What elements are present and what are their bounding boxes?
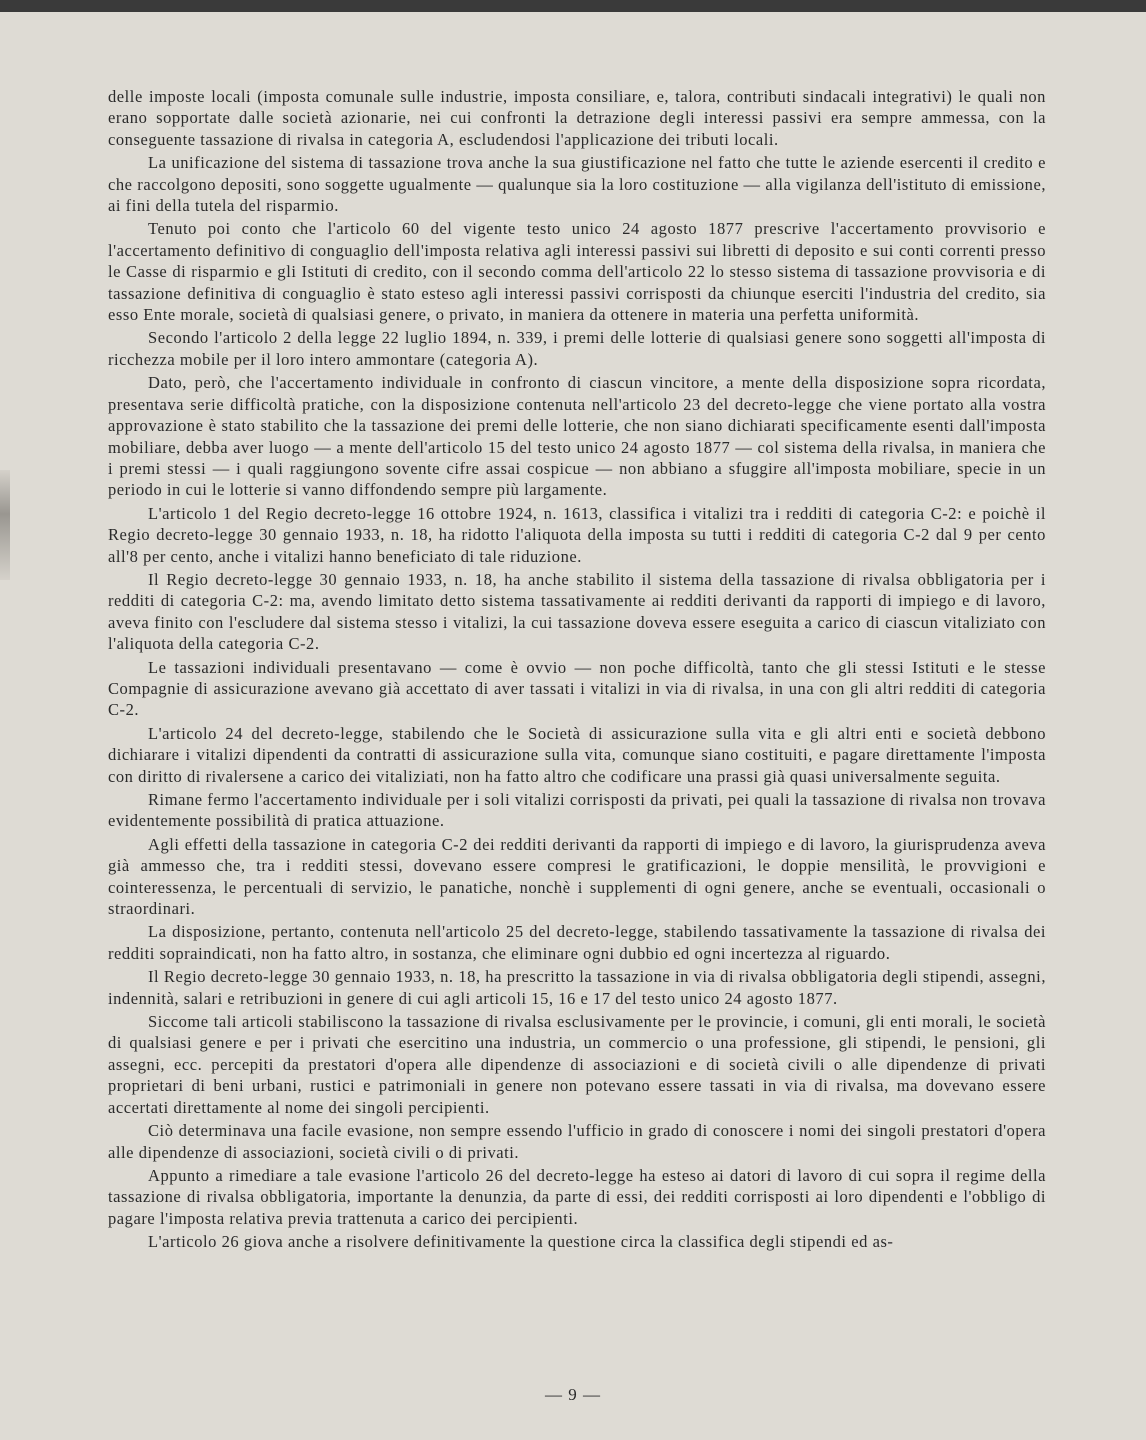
paragraph: L'articolo 24 del decreto-legge, stabilendo che le Società di assicurazione sulla vita e gli altri enti e società debbono dichiarare i vitalizi dipendenti da contratti di assicurazione sulla vita, comunque siano costituiti, e pagare direttamente l'imposta con diritto di rivalersene a carico dei vitaliziati, non ha fatto altro che codificare una prassi già quasi universalmente seguita.	[108, 723, 1046, 786]
paragraph: Agli effetti della tassazione in categoria C-2 dei redditi derivanti da rapporti di impiego e di lavoro, la giurisprudenza aveva già ammesso che, tra i redditi stessi, dovevano essere compresi le gratificazioni, le doppie mensilità, le provvigioni e cointeressenza, le percentuali di servizio, le panatiche, nonchè i supplementi di ogni genere, anche se eventuali, occasionali o straordinari.	[108, 834, 1046, 919]
paragraph: L'articolo 26 giova anche a risolvere definitivamente la questione circa la classifica degli stipendi ed as-	[148, 1232, 894, 1252]
paragraph: Appunto a rimediare a tale evasione l'articolo 26 del decreto-legge ha esteso ai datori di lavoro di cui sopra il regime della tassazione di rivalsa obbligatoria, importante la denunzia, da parte di essi, dei redditi corrisposti ai loro dipendenti e l'obbligo di pagare l'imposta relativa previa trattenuta a carico dei percipienti.	[108, 1165, 1046, 1228]
paragraph: Le tassazioni individuali presentavano — come è ovvio — non poche difficoltà, tanto che gli stessi Istituti e le stesse Compagnie di assicurazione avevano già accettato di aver tassati i vitalizi in via di rivalsa, in una con gli altri redditi di categoria C-2.	[108, 657, 1046, 720]
paragraph: La disposizione, pertanto, contenuta nell'articolo 25 del decreto-legge, stabilendo tassativamente la tassazione di rivalsa dei redditi sopraindicati, non ha fatto altro, in sostanza, che eliminare ogni dubbio ed ogni incertezza al riguardo.	[108, 922, 1046, 963]
scan-top-edge	[0, 0, 1146, 12]
paragraph: Secondo l'articolo 2 della legge 22 luglio 1894, n. 339, i premi delle lotterie di qualsiasi genere sono soggetti all'imposta di ricchezza mobile per il loro intero ammontare (categoria A).	[108, 328, 1046, 369]
page-number: — 9 —	[545, 1385, 601, 1404]
paragraph: Dato, però, che l'accertamento individuale in confronto di ciascun vincitore, a mente della disposizione sopra ricordata, presentava serie difficoltà pratiche, con la disposizione contenuta nell'articolo 23 del decreto-legge che viene portato alla vostra approvazione è stato stabilito che la tassazione dei premi delle lotterie, che non siano dichiarati specificamente esenti dall'imposta mobiliare, debba aver luogo — a mente dell'articolo 15 del testo unico 24 agosto 1877 — col sistema della rivalsa, in maniera che i premi stessi — i quali raggiungono sovente cifre assai cospicue — non abbiano a sfuggire all'imposta mobiliare, specie in un periodo in cui le lotterie si vanno diffondendo sempre più largamente.	[108, 373, 1046, 500]
paragraph: Il Regio decreto-legge 30 gennaio 1933, n. 18, ha anche stabilito il sistema della tassazione di rivalsa obbligatoria per i redditi di categoria C-2: ma, avendo limitato detto sistema tassativamente ai redditi derivanti da rapporti di impiego e di lavoro, aveva finito con l'escludere dal sistema stesso i vitalizi, la cui tassazione doveva essere eseguita a carico di ciascun vitaliziato con l'aliquota della categoria C-2.	[108, 569, 1046, 654]
paragraph: L'articolo 1 del Regio decreto-legge 16 ottobre 1924, n. 1613, classifica i vitalizi tra i redditi di categoria C-2: e poichè il Regio decreto-legge 30 gennaio 1933, n. 18, ha ridotto l'aliquota della imposta su tutti i redditi di categoria C-2 dal 9 per cento all'8 per cento, anche i vitalizi hanno beneficiato di tale riduzione.	[108, 503, 1046, 566]
paragraph: Tenuto poi conto che l'articolo 60 del vigente testo unico 24 agosto 1877 prescrive l'accertamento provvisorio e l'accertamento definitivo di conguaglio dell'imposta relativa agli interessi passivi sui libretti di deposito e sui conti correnti presso le Casse di risparmio e gli Istituti di credito, con il secondo comma dell'articolo 22 lo stesso sistema di tassazione provvisoria e di tassazione definitiva di conguaglio è stato esteso agli interessi passivi corrisposti da chiunque eserciti l'industria del credito, sia esso Ente morale, società di qualsiasi genere, o privato, in maniera da ottenere in materia una perfetta uniformità.	[108, 219, 1046, 325]
paragraph: Rimane fermo l'accertamento individuale per i soli vitalizi corrisposti da privati, pei quali la tassazione di rivalsa non trovava evidentemente possibilità di pratica attuazione.	[108, 790, 1046, 831]
paragraph: La unificazione del sistema di tassazione trova anche la sua giustificazione nel fatto che tutte le aziende esercenti il credito e che raccolgono depositi, sono soggette ugualmente — qualunque sia la loro costituzione — alla vigilanza dell'istituto di emissione, ai fini della tutela del risparmio.	[108, 153, 1046, 216]
paragraph: Il Regio decreto-legge 30 gennaio 1933, n. 18, ha prescritto la tassazione in via di rivalsa obbligatoria degli stipendi, assegni, indennità, salari e retribuzioni in genere di cui agli articoli 15, 16 e 17 del testo unico 24 agosto 1877.	[108, 967, 1046, 1008]
body-text	[108, 86, 1046, 1255]
paragraph: Siccome tali articoli stabiliscono la tassazione di rivalsa esclusivamente per le provincie, i comuni, gli enti morali, le società di qualsiasi genere e per i privati che esercitino una industria, un commercio o una professione, gli stipendi, le pensioni, gli assegni, ecc. percepiti da prestatori d'opera alle dipendenze di associazioni e di società civili o alle dipendenze di privati proprietari di beni urbani, rustici e patrimoniali in genere non potevano essere tassati in via di rivalsa, ma dovevano essere accertati direttamente al nome dei singoli percipienti.	[108, 1012, 1046, 1117]
scan-binding-marks	[0, 470, 10, 580]
paragraph: Ciò determinava una facile evasione, non sempre essendo l'ufficio in grado di conoscere i nomi dei singoli prestatori d'opera alle dipendenze di associazioni, società civili o di privati.	[108, 1121, 1046, 1162]
paragraph: delle imposte locali (imposta comunale sulle industrie, imposta consiliare, e, talora, contributi sindacali integrativi) le quali non erano sopportate dalle società azionarie, nei cui confronti la detrazione degli interessi passivi era sempre ammessa, con la conseguente tassazione di rivalsa in categoria A, escludendosi l'applicazione dei tributi locali.	[108, 87, 1046, 149]
